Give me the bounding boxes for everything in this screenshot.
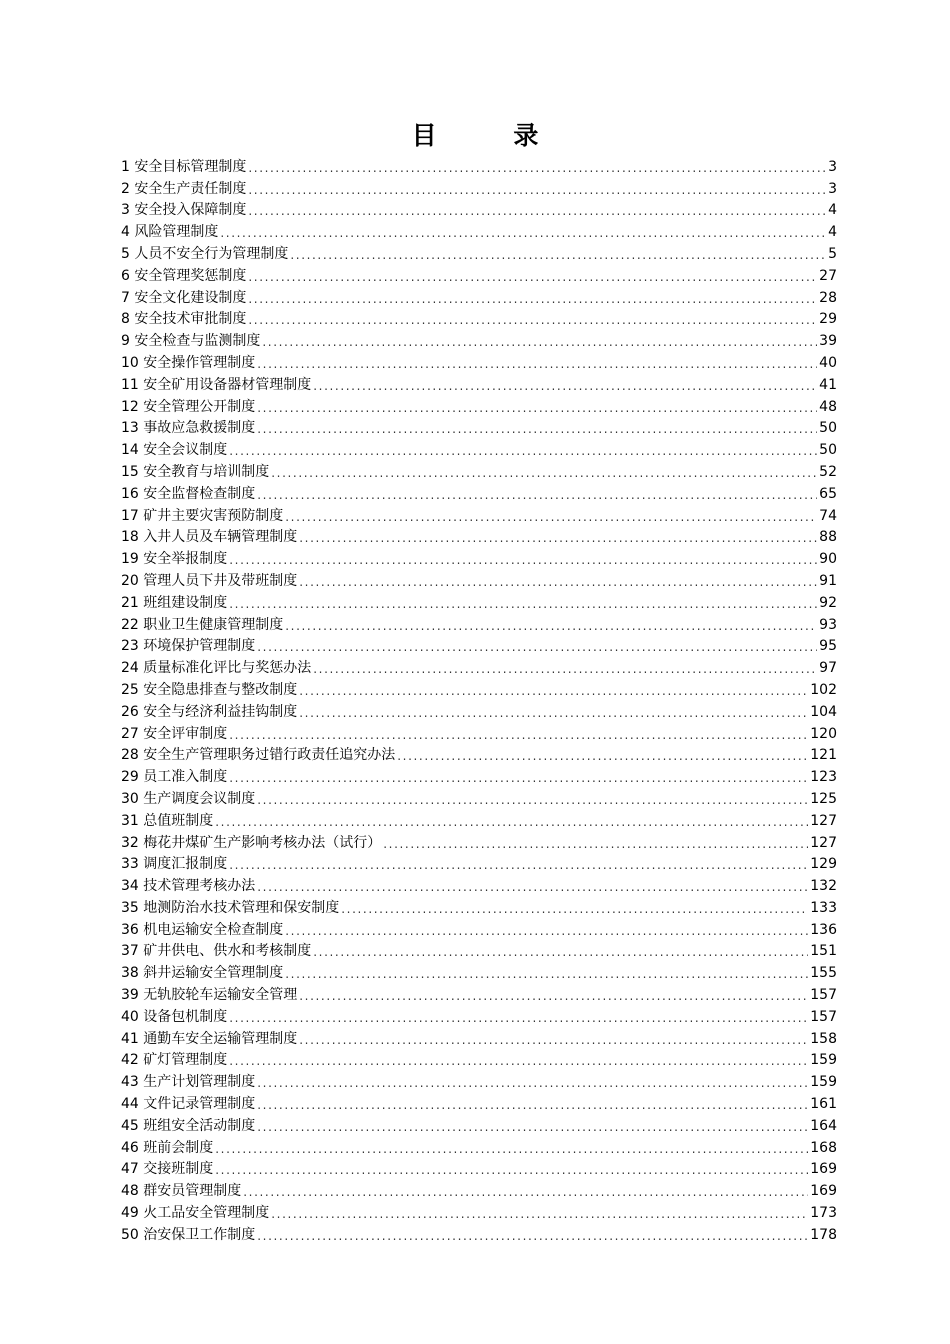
toc-entry-label: 9 安全检查与监测制度 <box>121 333 261 350</box>
toc-entry[interactable] <box>121 1136 837 1158</box>
toc-entry-label: 40 设备包机制度 <box>121 1008 228 1025</box>
dot-leader <box>299 1031 808 1049</box>
toc-entry[interactable] <box>121 874 837 896</box>
toc-entry[interactable] <box>121 373 837 395</box>
toc-entry[interactable] <box>121 722 837 744</box>
toc-entry-label: 17 矿井主要灾害预防制度 <box>121 507 284 524</box>
toc-entry-page-number: 136 <box>810 921 837 938</box>
toc-entry-page-number: 169 <box>810 1161 837 1178</box>
toc-entry-label: 36 机电运输安全检查制度 <box>121 921 284 938</box>
dot-leader <box>229 595 817 613</box>
toc-entry-label: 43 生产计划管理制度 <box>121 1074 256 1091</box>
toc-entry-label: 19 安全举报制度 <box>121 551 228 568</box>
toc-entry-page-number: 92 <box>819 594 837 611</box>
dot-leader <box>299 573 817 591</box>
toc-entry-page-number: 93 <box>819 616 837 633</box>
toc-entry-page-number: 159 <box>810 1052 837 1069</box>
toc-entry[interactable] <box>121 635 837 657</box>
dot-leader <box>285 617 817 635</box>
toc-entry[interactable] <box>121 656 837 678</box>
toc-entry[interactable] <box>121 177 837 199</box>
toc-entry-page-number: 91 <box>819 572 837 589</box>
toc-entry[interactable] <box>121 417 837 439</box>
toc-entry-label: 32 梅花井煤矿生产影响考核办法（试行） <box>121 834 382 851</box>
toc-entry-page-number: 161 <box>810 1096 837 1113</box>
dot-leader <box>257 791 808 809</box>
toc-entry-label: 2 安全生产责任制度 <box>121 180 247 197</box>
toc-entry-label: 24 质量标准化评比与奖惩办法 <box>121 660 312 677</box>
dot-leader <box>215 1140 808 1158</box>
toc-entry-label: 49 火工品安全管理制度 <box>121 1205 270 1222</box>
dot-leader <box>257 638 817 656</box>
toc-entry-page-number: 133 <box>810 899 837 916</box>
toc-entry-label: 42 矿灯管理制度 <box>121 1052 228 1069</box>
toc-entry[interactable] <box>121 613 837 635</box>
toc-entry-label: 6 安全管理奖惩制度 <box>121 267 247 284</box>
dot-leader <box>271 1205 808 1223</box>
dot-leader <box>285 922 808 940</box>
toc-entry-page-number: 28 <box>819 289 837 306</box>
toc-entry[interactable] <box>121 1049 837 1071</box>
toc-entry-label: 34 技术管理考核办法 <box>121 878 256 895</box>
toc-entry-page-number: 74 <box>819 507 837 524</box>
toc-entry-page-number: 127 <box>810 834 837 851</box>
toc-entry-page-number: 65 <box>819 485 837 502</box>
toc-entry-page-number: 88 <box>819 529 837 546</box>
toc-entry-label: 10 安全操作管理制度 <box>121 354 256 371</box>
dot-leader <box>229 551 817 569</box>
toc-entry-label: 50 治安保卫工作制度 <box>121 1226 256 1243</box>
dot-leader <box>299 529 817 547</box>
toc-entry[interactable] <box>121 961 837 983</box>
toc-entry-page-number: 3 <box>828 158 837 175</box>
toc-entry[interactable] <box>121 700 837 722</box>
dot-leader <box>229 442 817 460</box>
toc-entry-page-number: 155 <box>810 965 837 982</box>
toc-entry[interactable] <box>121 155 837 177</box>
dot-leader <box>290 246 826 264</box>
toc-entry-label: 15 安全教育与培训制度 <box>121 463 270 480</box>
toc-entry-label: 4 风险管理制度 <box>121 224 219 241</box>
toc-entry-label: 25 安全隐患排查与整改制度 <box>121 681 298 698</box>
toc-entry-label: 23 环境保护管理制度 <box>121 638 256 655</box>
toc-entry-label: 22 职业卫生健康管理制度 <box>121 616 284 633</box>
dot-leader <box>257 1096 808 1114</box>
toc-entry-page-number: 104 <box>810 703 837 720</box>
toc-entry-page-number: 95 <box>819 638 837 655</box>
dot-leader <box>299 682 808 700</box>
toc-entry-label: 29 员工准入制度 <box>121 769 228 786</box>
dot-leader <box>257 1227 808 1245</box>
toc-entry-page-number: 168 <box>810 1139 837 1156</box>
toc-entry-page-number: 97 <box>819 660 837 677</box>
toc-entry-page-number: 132 <box>810 878 837 895</box>
toc-entry-label: 7 安全文化建设制度 <box>121 289 247 306</box>
dot-leader <box>257 420 817 438</box>
toc-entry[interactable] <box>121 438 837 460</box>
dot-leader <box>257 878 808 896</box>
toc-entry[interactable] <box>121 940 837 962</box>
toc-entry-label: 27 安全评审制度 <box>121 725 228 742</box>
dot-leader <box>299 987 808 1005</box>
toc-entry[interactable] <box>121 547 837 569</box>
toc-entry[interactable] <box>121 1179 837 1201</box>
dot-leader <box>248 181 826 199</box>
dot-leader <box>229 1052 808 1070</box>
toc-entry-label: 12 安全管理公开制度 <box>121 398 256 415</box>
toc-entry[interactable] <box>121 765 837 787</box>
toc-entry[interactable] <box>121 787 837 809</box>
toc-entry[interactable] <box>121 286 837 308</box>
toc-entry-label: 8 安全技术审批制度 <box>121 311 247 328</box>
dot-leader <box>271 464 817 482</box>
toc-entry-label: 38 斜井运输安全管理制度 <box>121 965 284 982</box>
toc-entry-page-number: 159 <box>810 1074 837 1091</box>
toc-entry-page-number: 29 <box>819 311 837 328</box>
toc-entry[interactable] <box>121 504 837 526</box>
toc-entry-label: 48 群安员管理制度 <box>121 1183 242 1200</box>
dot-leader <box>248 202 826 220</box>
toc-entry[interactable] <box>121 1201 837 1223</box>
toc-entry-label: 11 安全矿用设备器材管理制度 <box>121 376 312 393</box>
toc-entry[interactable] <box>121 1223 837 1245</box>
toc-entry[interactable] <box>121 918 837 940</box>
toc-entry-page-number: 5 <box>828 245 837 262</box>
toc-entry-page-number: 157 <box>810 987 837 1004</box>
toc-entry[interactable] <box>121 482 837 504</box>
toc-entry[interactable] <box>121 329 837 351</box>
toc-entry[interactable] <box>121 678 837 700</box>
dot-leader <box>313 943 808 961</box>
toc-entry-label: 26 安全与经济利益挂钩制度 <box>121 703 298 720</box>
toc-entry-page-number: 4 <box>828 224 837 241</box>
dot-leader <box>248 268 817 286</box>
toc-entry[interactable] <box>121 831 837 853</box>
toc-entry-page-number: 50 <box>819 442 837 459</box>
toc-entry-page-number: 121 <box>810 747 837 764</box>
dot-leader <box>248 159 826 177</box>
toc-entry-label: 39 无轨胶轮车运输安全管理 <box>121 987 298 1004</box>
toc-entry[interactable] <box>121 744 837 766</box>
dot-leader <box>229 856 808 874</box>
dot-leader <box>229 726 808 744</box>
dot-leader <box>397 747 808 765</box>
toc-entry-label: 14 安全会议制度 <box>121 442 228 459</box>
toc-entry-page-number: 151 <box>810 943 837 960</box>
toc-entry-label: 37 矿井供电、供水和考核制度 <box>121 943 312 960</box>
toc-entry-label: 45 班组安全活动制度 <box>121 1117 256 1134</box>
dot-leader <box>285 508 817 526</box>
toc-entry[interactable] <box>121 1114 837 1136</box>
toc-entry-page-number: 173 <box>810 1205 837 1222</box>
toc-entry[interactable] <box>121 351 837 373</box>
toc-entry-label: 41 通勤车安全运输管理制度 <box>121 1030 298 1047</box>
dot-leader <box>313 660 817 678</box>
toc-entry[interactable] <box>121 308 837 330</box>
dot-leader <box>248 290 817 308</box>
toc-entry[interactable] <box>121 460 837 482</box>
dot-leader <box>257 1118 808 1136</box>
dot-leader <box>299 704 808 722</box>
toc-entry-page-number: 125 <box>810 790 837 807</box>
dot-leader <box>215 1161 808 1179</box>
table-of-contents <box>121 155 837 1245</box>
dot-leader <box>248 311 817 329</box>
toc-entry-label: 33 调度汇报制度 <box>121 856 228 873</box>
toc-entry-page-number: 157 <box>810 1008 837 1025</box>
toc-entry-page-number: 4 <box>828 202 837 219</box>
toc-entry-page-number: 3 <box>828 180 837 197</box>
toc-entry[interactable] <box>121 569 837 591</box>
toc-entry[interactable] <box>121 395 837 417</box>
toc-entry[interactable] <box>121 591 837 613</box>
toc-entry-label: 35 地测防治水技术管理和保安制度 <box>121 899 340 916</box>
dot-leader <box>257 1074 808 1092</box>
toc-entry-page-number: 52 <box>819 463 837 480</box>
dot-leader <box>215 813 808 831</box>
dot-leader <box>229 1009 808 1027</box>
toc-entry-label: 31 总值班制度 <box>121 812 214 829</box>
toc-entry-page-number: 169 <box>810 1183 837 1200</box>
toc-entry-page-number: 39 <box>819 333 837 350</box>
toc-entry[interactable] <box>121 896 837 918</box>
toc-entry-page-number: 178 <box>810 1226 837 1243</box>
dot-leader <box>229 769 808 787</box>
toc-entry[interactable] <box>121 983 837 1005</box>
toc-entry-page-number: 48 <box>819 398 837 415</box>
toc-entry[interactable] <box>121 1158 837 1180</box>
toc-entry[interactable] <box>121 220 837 242</box>
toc-entry-label: 44 文件记录管理制度 <box>121 1096 256 1113</box>
toc-entry-page-number: 123 <box>810 769 837 786</box>
dot-leader <box>383 835 808 853</box>
toc-entry[interactable] <box>121 1092 837 1114</box>
toc-entry-label: 30 生产调度会议制度 <box>121 790 256 807</box>
toc-entry[interactable] <box>121 809 837 831</box>
toc-entry-label: 47 交接班制度 <box>121 1161 214 1178</box>
toc-entry-label: 46 班前会制度 <box>121 1139 214 1156</box>
toc-entry[interactable] <box>121 264 837 286</box>
toc-entry-label: 28 安全生产管理职务过错行政责任追究办法 <box>121 747 396 764</box>
toc-entry-page-number: 127 <box>810 812 837 829</box>
toc-entry-page-number: 164 <box>810 1117 837 1134</box>
toc-entry[interactable] <box>121 1005 837 1027</box>
toc-entry[interactable] <box>121 242 837 264</box>
toc-entry[interactable] <box>121 526 837 548</box>
toc-entry[interactable] <box>121 853 837 875</box>
toc-entry-page-number: 50 <box>819 420 837 437</box>
toc-entry-page-number: 40 <box>819 354 837 371</box>
dot-leader <box>257 355 817 373</box>
toc-entry-page-number: 27 <box>819 267 837 284</box>
toc-entry-label: 13 事故应急救援制度 <box>121 420 256 437</box>
page-title: 目 录 <box>411 121 573 150</box>
toc-entry-label: 1 安全目标管理制度 <box>121 158 247 175</box>
toc-entry-label: 16 安全监督检查制度 <box>121 485 256 502</box>
toc-entry-page-number: 129 <box>810 856 837 873</box>
toc-entry-page-number: 102 <box>810 681 837 698</box>
dot-leader <box>285 965 808 983</box>
dot-leader <box>220 224 826 242</box>
toc-entry[interactable] <box>121 1070 837 1092</box>
dot-leader <box>257 486 817 504</box>
toc-entry-label: 3 安全投入保障制度 <box>121 202 247 219</box>
dot-leader <box>243 1183 808 1201</box>
toc-entry-page-number: 41 <box>819 376 837 393</box>
dot-leader <box>262 333 817 351</box>
dot-leader <box>313 377 817 395</box>
dot-leader <box>257 399 817 417</box>
toc-entry[interactable] <box>121 1027 837 1049</box>
toc-entry-label: 18 入井人员及车辆管理制度 <box>121 529 298 546</box>
toc-entry-page-number: 120 <box>810 725 837 742</box>
toc-entry-label: 5 人员不安全行为管理制度 <box>121 245 289 262</box>
dot-leader <box>341 900 808 918</box>
toc-entry[interactable] <box>121 199 837 221</box>
toc-entry-label: 21 班组建设制度 <box>121 594 228 611</box>
toc-entry-label: 20 管理人员下井及带班制度 <box>121 572 298 589</box>
toc-entry-page-number: 90 <box>819 551 837 568</box>
toc-entry-page-number: 158 <box>810 1030 837 1047</box>
